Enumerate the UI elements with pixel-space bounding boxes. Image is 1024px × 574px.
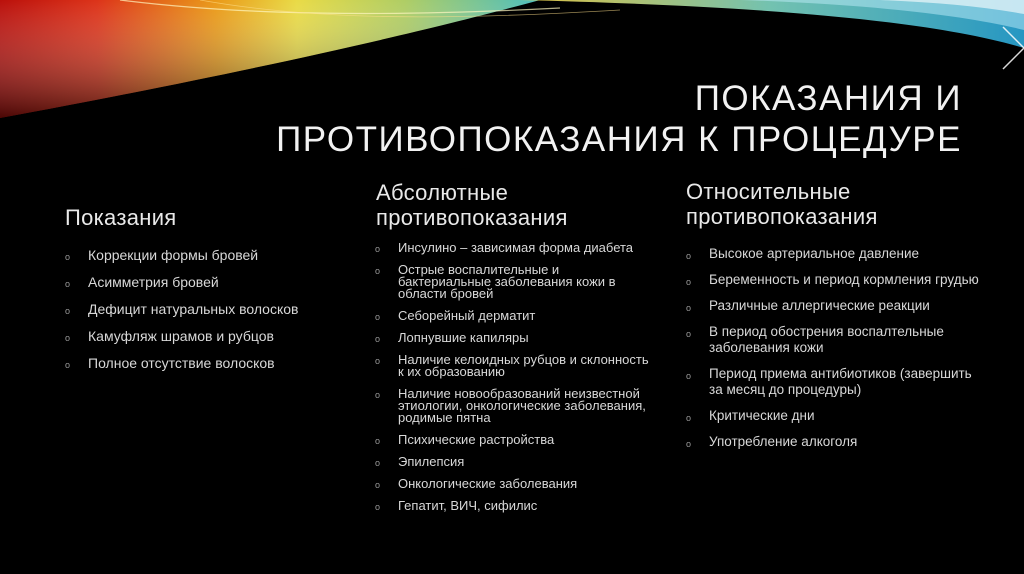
list-item: o Онкологические заболевания — [375, 476, 578, 491]
list-item: o Полное отсутствие волосков — [65, 355, 275, 371]
bullet-icon: o — [686, 371, 692, 381]
bullet-icon: o — [375, 356, 381, 366]
bullet-icon: o — [375, 480, 381, 490]
list-item: o Высокое артериальное давление — [686, 246, 986, 262]
list-item: o Себорейный дерматит — [375, 308, 536, 323]
absolute-contraindications-heading: Абсолютные противопоказания — [376, 180, 568, 230]
list-item: o Асимметрия бровей — [65, 274, 219, 290]
list-item: o Употребление алкоголя — [686, 434, 986, 450]
list-item: o В период обострения воспалтельные заболевания кожи — [686, 324, 944, 355]
list-item: o Период приема антибиотиков (завершить за месяц до процедуры) — [686, 366, 972, 397]
bullet-icon: o — [686, 303, 692, 313]
bullet-icon: o — [65, 360, 71, 370]
bullet-icon: o — [375, 458, 381, 468]
bullet-icon: o — [65, 333, 71, 343]
indications-list — [65, 247, 355, 382]
bullet-icon: o — [375, 312, 381, 322]
bullet-icon: o — [375, 266, 381, 276]
bullet-icon: o — [686, 251, 692, 261]
list-item: o Беременность и период кормления грудью — [686, 272, 986, 288]
slide-title-line1: ПОКАЗАНИЯ И — [694, 79, 962, 118]
chevron-right-icon — [1003, 27, 1024, 69]
relative-contraindications-list — [686, 246, 986, 460]
list-item: o Различные аллергические реакции — [686, 298, 986, 314]
indications-heading: Показания — [65, 205, 177, 230]
bullet-icon: o — [65, 279, 71, 289]
list-item: o Камуфляж шрамов и рубцов — [65, 328, 274, 344]
bullet-icon: o — [375, 334, 381, 344]
bullet-icon: o — [686, 439, 692, 449]
list-item: o Наличие новообразований неизвестной этиологии, онкологические заболевания, родимые пятна — [375, 386, 646, 425]
bullet-icon: o — [375, 244, 381, 254]
absolute-contraindications-list — [375, 242, 655, 522]
list-item: o Эпилепсия — [375, 454, 465, 469]
slide-title — [276, 78, 962, 160]
bullet-icon: o — [686, 329, 692, 339]
list-item: o Инсулино – зависимая форма диабета — [375, 240, 634, 255]
list-item: o Психические растройства — [375, 432, 555, 447]
slide-title-line2: ПРОТИВОПОКАЗАНИЯ К ПРОЦЕДУРЕ — [276, 120, 962, 159]
bullet-icon: o — [686, 413, 692, 423]
list-item: o Острые воспалительные и бактериальные заболевания кожи в области бровей — [375, 262, 616, 301]
bullet-icon: o — [65, 306, 71, 316]
list-item: o Гепатит, ВИЧ, сифилис — [375, 498, 538, 513]
bullet-icon: o — [375, 436, 381, 446]
relative-contraindications-heading: Относительные противопоказания — [686, 179, 878, 229]
list-item: o Дефицит натуральных волосков — [65, 301, 299, 317]
list-item: o Критические дни — [686, 408, 986, 424]
list-item: o Наличие келоидных рубцов и склонность к их образованию — [375, 352, 649, 379]
bullet-icon: o — [686, 277, 692, 287]
bullet-icon: o — [375, 390, 381, 400]
bullet-icon: o — [65, 252, 71, 262]
bullet-icon: o — [375, 502, 381, 512]
list-item: o Лопнувшие капиляры — [375, 330, 529, 345]
ribbon-cool-band — [520, 0, 1024, 48]
list-item: o Коррекции формы бровей — [65, 247, 259, 263]
